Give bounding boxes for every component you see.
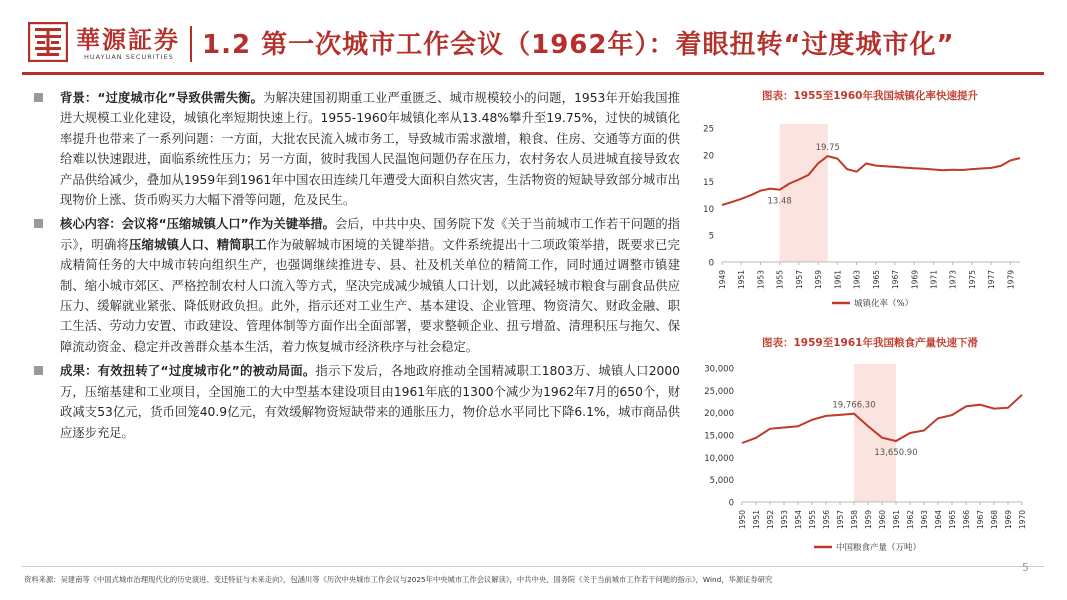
x-tick-label: 1965 bbox=[871, 270, 881, 290]
x-tick-label: 1971 bbox=[929, 270, 939, 290]
chart2-grain-output bbox=[692, 354, 1046, 562]
x-tick-label: 1977 bbox=[987, 270, 997, 290]
paragraph-lead: 背景：“过度城市化”导致供需失衡。 bbox=[60, 91, 264, 105]
chart1-title: 图表：1955至1960年我国城镇化率快速提升 bbox=[762, 90, 978, 102]
x-tick-label: 1961 bbox=[892, 510, 901, 530]
y-tick-label: 20 bbox=[703, 151, 714, 162]
paragraph-bold-phrase: 压缩城镇人口、精简职工 bbox=[129, 237, 267, 252]
paragraph-text: 为解决建国初期重工业严重匮乏、城市规模较小的问题，1953年开始我国推进大规模工业化建设，城镇化率短期快速上行。1955-1960年城镇化率从13.48%攀升至19.75%，过快的城镇化率提升也带来了一系列问题：一方面，大批农民流入城市务工，导致城市需求激增，粮食、住房、交通等方面的供给难以快速跟进，面临系统性压力；另一方面，彼时我国人民温饱问题仍存在压力，农村务农人员进城直接导致农产品供给减少，叠加从1959年到1961年中国农田连续几年遭受大面积自然灾害，生活物资的短缺导致部分城市出现物价上涨、货币购买力大幅下滑等问题，危及民生。 bbox=[60, 91, 681, 208]
header-divider bbox=[190, 26, 192, 62]
paragraph-core-content bbox=[34, 214, 680, 357]
paragraph-lead: 核心内容：会议将“压缩城镇人口”作为关键举措。 bbox=[60, 217, 335, 232]
x-tick-label: 1967 bbox=[891, 270, 901, 290]
brand-name-en: HUAYUAN SECURITIES bbox=[84, 53, 174, 61]
x-tick-label: 1956 bbox=[822, 510, 831, 530]
paragraph-lead: 成果：有效扭转了“过度城市化”的被动局面。 bbox=[60, 364, 316, 379]
x-tick-label: 1967 bbox=[976, 510, 985, 530]
bullet-square-icon bbox=[34, 219, 43, 228]
bullet-square-icon bbox=[34, 93, 43, 102]
bullet-square-icon bbox=[34, 366, 43, 375]
paragraph-text: 会后，中共中央、国务院下发《关于当前城市工作若干问题的指示》，明确将 bbox=[60, 217, 680, 252]
footer-rule bbox=[22, 566, 1044, 567]
y-tick-label: 5,000 bbox=[709, 476, 734, 487]
x-tick-label: 1969 bbox=[1004, 510, 1013, 530]
x-tick-label: 1964 bbox=[934, 510, 943, 530]
x-tick-label: 1960 bbox=[878, 510, 887, 530]
x-tick-label: 1963 bbox=[852, 270, 862, 290]
y-tick-label: 0 bbox=[728, 498, 734, 509]
source-note: 资料来源：吴建南等《中国式城市治理现代化的历史演进、变迁特征与未来走向》，包涵川等《历次中央城市工作会议与2025年中央城市工作会议解读》，中共中央、国务院《关于当前城市工作若干问题的指示》，Wind，华源证券研究 bbox=[24, 575, 773, 584]
x-tick-label: 1955 bbox=[808, 510, 817, 530]
y-tick-label: 10,000 bbox=[704, 453, 734, 464]
y-tick-label: 30,000 bbox=[704, 364, 734, 375]
paragraph-results bbox=[34, 361, 680, 443]
y-tick-label: 0 bbox=[708, 258, 714, 269]
x-tick-label: 1959 bbox=[864, 510, 873, 530]
x-tick-label: 1962 bbox=[906, 510, 915, 530]
data-label: 13.48 bbox=[767, 196, 792, 207]
y-tick-label: 15,000 bbox=[704, 431, 734, 442]
x-tick-label: 1975 bbox=[967, 270, 977, 290]
x-tick-label: 1957 bbox=[836, 510, 845, 530]
x-tick-label: 1959 bbox=[814, 270, 824, 290]
x-tick-label: 1970 bbox=[1018, 510, 1027, 530]
x-tick-label: 1950 bbox=[738, 510, 747, 530]
y-tick-label: 15 bbox=[703, 178, 714, 189]
chart2-title: 图表：1959至1961年我国粮食产量快速下滑 bbox=[762, 337, 978, 349]
x-tick-label: 1966 bbox=[962, 510, 971, 530]
brand-name-cn: 華源証券 bbox=[76, 25, 180, 54]
x-tick-label: 1973 bbox=[948, 270, 958, 290]
x-tick-label: 1968 bbox=[990, 510, 999, 530]
y-tick-label: 25,000 bbox=[704, 386, 734, 397]
x-tick-label: 1951 bbox=[752, 510, 761, 530]
data-label: 13,650.90 bbox=[874, 448, 918, 459]
x-tick-label: 1953 bbox=[780, 510, 789, 530]
y-tick-label: 10 bbox=[703, 204, 714, 215]
paragraph-text-tail: 作为破解城市困境的关键举措。文件系统提出十二项政策举措，既要求已完成精简任务的大中城市转向组织生产，也强调继续推进专、县、社及机关单位的精简工作，同时通过调整市镇建制、缩小城市郊区、严格控制农村人口流入等方式，坚决完成减少城镇人口计划，以此减轻城市粮食与副食品供应压力、缓解就业紧张、降低财政负担。此外，指示还对工业生产、基本建设、企业管理、物资清欠、财政金融、职工生活、劳动力安置、市政建设、管理体制等方面作出全面部署，要求整顿企业、扭亏增盈、清理积压与拖欠、保障流动资金、稳定并改善群众基本生活，着力恢复城市经济秩序与社会稳定。 bbox=[60, 237, 680, 354]
x-tick-label: 1954 bbox=[794, 510, 803, 530]
legend-label: 城镇化率（%） bbox=[854, 299, 914, 309]
body-text bbox=[34, 88, 680, 447]
y-tick-label: 5 bbox=[708, 231, 714, 242]
x-tick-label: 1955 bbox=[775, 270, 785, 290]
x-tick-label: 1951 bbox=[737, 270, 747, 290]
x-tick-label: 1965 bbox=[948, 510, 957, 530]
y-tick-label: 20,000 bbox=[704, 409, 734, 420]
x-tick-label: 1961 bbox=[833, 270, 843, 290]
huayuan-logo-icon bbox=[28, 22, 68, 62]
x-tick-label: 1979 bbox=[1006, 270, 1016, 290]
page-number: 5 bbox=[1022, 561, 1029, 574]
legend-label: 中国粮食产量（万吨） bbox=[836, 543, 922, 553]
data-label: 19.75 bbox=[815, 143, 840, 154]
x-tick-label: 1957 bbox=[794, 270, 804, 290]
x-tick-label: 1969 bbox=[910, 270, 920, 290]
x-tick-label: 1963 bbox=[920, 510, 929, 530]
y-tick-label: 25 bbox=[703, 124, 714, 135]
chart1-urbanization bbox=[692, 108, 1046, 318]
data-label: 19,766.30 bbox=[832, 400, 876, 411]
paragraph-text: 指示下发后，各地政府推动全国精减职工1803万、城镇人口2000万，压缩基建和工业项目，全国施工的大中型基本建设项目由1961年底的1300个减少为1962年7月的650个，财政减支53亿元，货币回笼40.9亿元，有效缓解物资短缺带来的通胀压力，物价总水平同比下降6.1%，城市商品供应逐步充足。 bbox=[60, 364, 680, 440]
page-title: 1.2 第一次城市工作会议（1962年）：着眼扭转“过度城市化” bbox=[202, 30, 955, 60]
x-tick-label: 1953 bbox=[756, 270, 766, 290]
x-tick-label: 1952 bbox=[766, 510, 775, 530]
paragraph-background bbox=[34, 88, 680, 210]
x-tick-label: 1958 bbox=[850, 510, 859, 530]
header-rule bbox=[22, 72, 1044, 75]
x-tick-label: 1949 bbox=[718, 270, 727, 290]
header bbox=[0, 0, 1067, 76]
